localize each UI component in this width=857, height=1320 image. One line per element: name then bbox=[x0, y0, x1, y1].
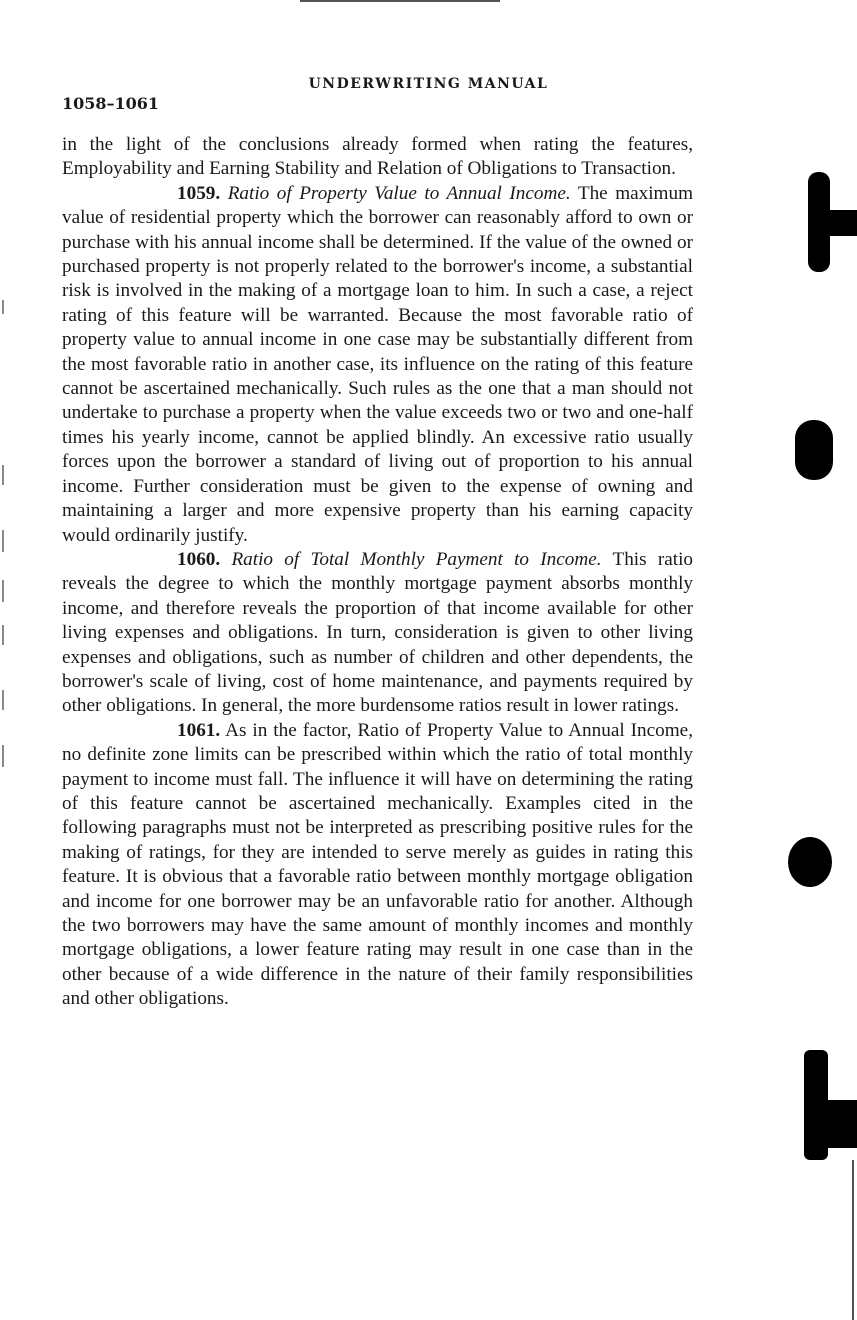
section-text: As in the factor, Ratio of Property Value to Annual Income, no definite zone limits can be prescribed within which the ratio of total monthly payment to income must fall. The influence it will have on determining the rating of this feature cannot be ascertained mechanically. Examples cited in the following paragraphs must not be interpreted as prescribing positive rules for the making of ratings, for they are intended to serve merely as guides in rating this feature. It is obvious that a favorable ratio between monthly mortgage obligation and income for one borrower may be an unfavorable ratio for another. Although the two borrowers may have the same amount of monthly incomes and monthly mortgage obligations, a lower feature rating may result in one case than in the other because of a wide difference in the nature of their family responsibilities and other obligations. bbox=[62, 719, 693, 1010]
section-text: This ratio reveals the degree to which the monthly mortgage payment absorbs monthly income, and therefore reveals the proportion of that income available for other living expenses and obligations. In turn, consideration is given to other living expenses and obligations, such as number of children and other dependents, the borrower's scale of living, cost of home maintenance, and payments required by other obligations. In general, the more burdensome ratios result in lower ratings. bbox=[62, 548, 694, 717]
binder-tab-mark bbox=[822, 210, 857, 236]
top-rule bbox=[300, 0, 500, 2]
scan-edge-mark bbox=[2, 465, 4, 485]
section-number: 1059. bbox=[177, 182, 221, 204]
section-number: 1061. bbox=[177, 719, 221, 741]
scan-edge-mark bbox=[2, 690, 4, 710]
scan-edge-mark bbox=[2, 625, 4, 645]
section-range: 1058–1061 bbox=[62, 94, 160, 113]
scan-edge-mark bbox=[2, 580, 4, 602]
section-1061 bbox=[62, 719, 693, 1012]
scan-edge-mark bbox=[2, 300, 4, 314]
section-1060 bbox=[62, 548, 693, 719]
section-title: Ratio of Property Value to Annual Income. bbox=[227, 182, 571, 204]
body-text bbox=[62, 133, 693, 1012]
section-title: Ratio of Total Monthly Payment to Income. bbox=[231, 548, 602, 570]
intro-paragraph: in the light of the conclusions already formed when rating the features, Employability and Earning Stability and Relation of Obligations to Transaction. bbox=[62, 134, 693, 180]
punch-hole-mark bbox=[795, 420, 833, 480]
section-1059 bbox=[62, 182, 693, 548]
section-text: The maximum value of residential property which the borrower can reasonably afford to own or purchase with his annual income shall be determined. If the value of the owned or purchased property is not properly related to the borrower's income, a substantial risk is involved in the making of a mortgage loan to him. In such a case, a reject rating of this feature will be warranted. Because the most favorable ratio of property value to annual income in one case may be substantially different from the most favorable ratio in another case, its influence on the rating of this feature cannot be ascertained mechanically. Such rules as the one that a man should not undertake to purchase a property when the value exceeds two or two and one-half times his yearly income, cannot be applied blindly. An excessive ratio usually forces upon the borrower a standard of living out of proportion to his annual income. Further consideration must be given to the expense of owning and maintaining a larger and more expensive property than his earning capacity would ordinarily justify. bbox=[62, 182, 693, 546]
punch-hole-mark bbox=[788, 837, 832, 887]
running-head: UNDERWRITING MANUAL bbox=[308, 76, 549, 92]
scan-edge-mark bbox=[2, 745, 4, 767]
section-number: 1060. bbox=[177, 548, 221, 570]
scan-edge-mark bbox=[2, 530, 4, 552]
binder-tab-mark bbox=[818, 1100, 857, 1148]
scan-edge-mark bbox=[852, 1160, 854, 1320]
